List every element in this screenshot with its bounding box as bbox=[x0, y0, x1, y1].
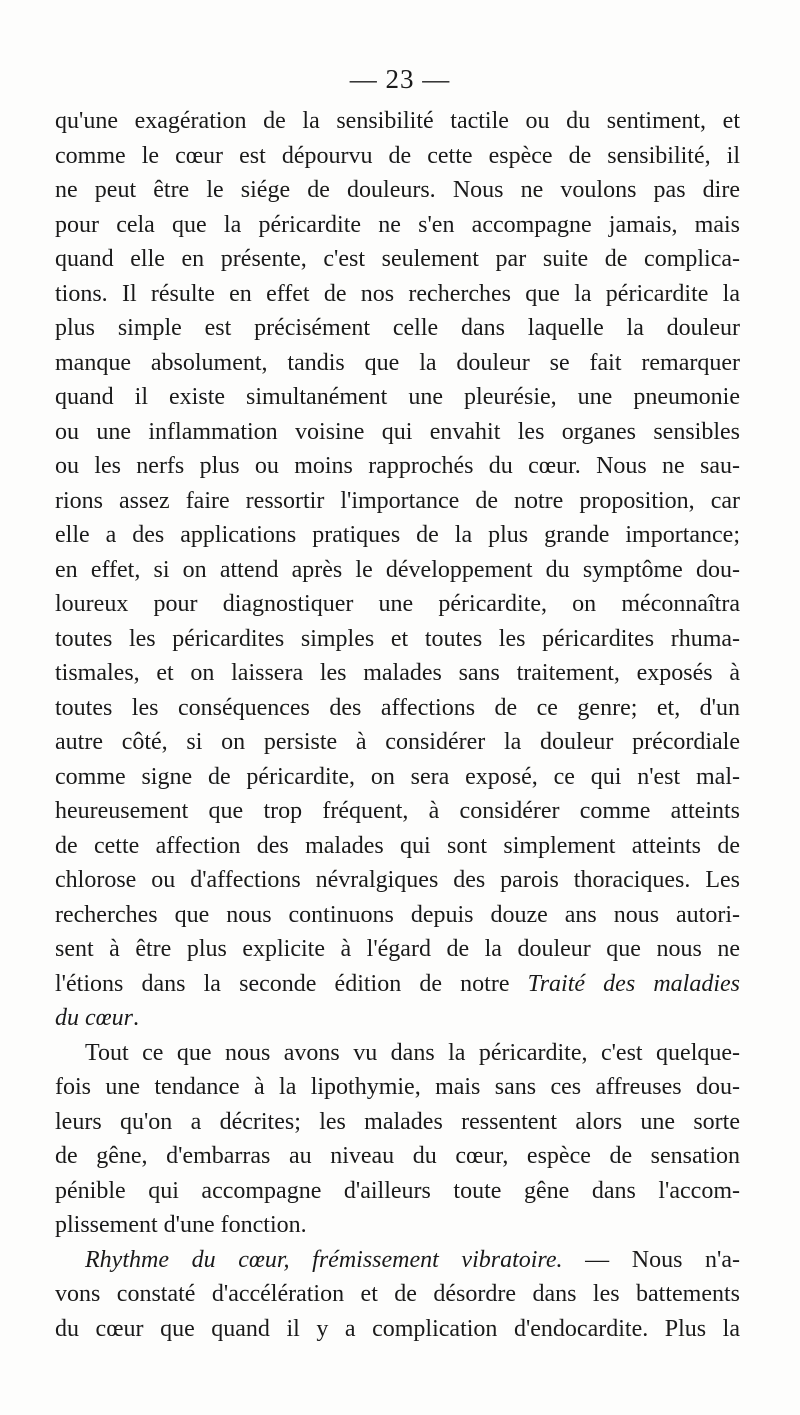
text-line: chlorose ou d'affections névralgiques des parois thoraciques. Les bbox=[55, 867, 740, 893]
text-line: rions assez faire ressortir l'importance de notre proposition, car bbox=[55, 487, 740, 514]
text-line: du cœur que quand il y a complication d'endocardite. Plus la bbox=[55, 1315, 740, 1342]
text-line: quand elle en présente, c'est seulement par suite de complica- bbox=[55, 246, 740, 272]
section-heading: Rhythme du cœur, frémissement vibratoire. bbox=[85, 1246, 563, 1273]
text-line: ne peut être le siége de douleurs. Nous ne voulons pas dire bbox=[55, 177, 740, 203]
text-line: plus simple est précisément celle dans laquelle la douleur bbox=[55, 315, 740, 341]
text-line: tismales, et on laissera les malades sans traitement, exposés à bbox=[55, 660, 740, 686]
body-text bbox=[55, 104, 740, 1346]
text-fragment: l'étions dans la seconde édition de notre bbox=[55, 970, 510, 997]
text-line: autre côté, si on persiste à considérer la douleur précordiale bbox=[55, 729, 740, 755]
paragraph-1 bbox=[55, 104, 740, 1036]
text-line: ou une inflammation voisine qui envahit les organes sensibles bbox=[55, 418, 740, 445]
text-line: comme signe de péricardite, on sera exposé, ce qui n'est mal- bbox=[55, 763, 740, 790]
section-heading-line bbox=[55, 1243, 740, 1278]
text-line: heureusement que trop fréquent, à considérer comme atteints bbox=[55, 798, 740, 824]
text-line: quand il existe simultanément une pleurésie, une pneumonie bbox=[55, 384, 740, 410]
text-line: elle a des applications pratiques de la plus grande importance; bbox=[55, 522, 740, 548]
text-line: ou les nerfs plus ou moins rapprochés du cœur. Nous ne sau- bbox=[55, 453, 740, 479]
page-number: — 23 — bbox=[349, 64, 451, 94]
text-line: recherches que nous continuons depuis douze ans nous autori- bbox=[55, 901, 740, 928]
paragraph-2 bbox=[55, 1036, 740, 1243]
text-line: pour cela que la péricardite ne s'en accompagne jamais, mais bbox=[55, 211, 740, 238]
book-title: Traité des maladies bbox=[527, 970, 740, 997]
text-line: loureux pour diagnostiquer une péricardite, on méconnaîtra bbox=[55, 591, 740, 617]
text-line: pénible qui accompagne d'ailleurs toute gêne dans l'accom- bbox=[55, 1177, 740, 1204]
text-line: de gêne, d'embarras au niveau du cœur, espèce de sensation bbox=[55, 1143, 740, 1169]
text-line: qu'une exagération de la sensibilité tactile ou du sentiment, et bbox=[55, 108, 740, 134]
text-line: de cette affection des malades qui sont simplement atteints de bbox=[55, 832, 740, 859]
text-line: toutes les conséquences des affections de ce genre; et, d'un bbox=[55, 694, 740, 721]
text-line: comme le cœur est dépourvu de cette espèce de sensibilité, il bbox=[55, 142, 740, 169]
text-line: fois une tendance à la lipothymie, mais sans ces affreuses dou- bbox=[55, 1074, 740, 1100]
text-line: sent à être plus explicite à l'égard de la douleur que nous ne bbox=[55, 936, 740, 962]
text-line-title-end bbox=[55, 1001, 740, 1036]
text-line: tions. Il résulte en effet de nos recherches que la péricardite la bbox=[55, 280, 740, 307]
period: . bbox=[133, 1005, 139, 1031]
text-line: leurs qu'on a décrites; les malades ressentent alors une sorte bbox=[55, 1108, 740, 1135]
text-line: vons constaté d'accélération et de désordre dans les battements bbox=[55, 1281, 740, 1307]
text-line: manque absolument, tandis que la douleur se fait remarquer bbox=[55, 349, 740, 376]
paragraph-3 bbox=[55, 1243, 740, 1347]
text-line: en effet, si on attend après le développement du symptôme dou- bbox=[55, 556, 740, 583]
heading-tail: — Nous n'a- bbox=[562, 1246, 740, 1273]
text-line: Tout ce que nous avons vu dans la péricardite, c'est quelque- bbox=[85, 1039, 740, 1066]
text-line: plissement d'une fonction. bbox=[55, 1212, 307, 1238]
text-line: toutes les péricardites simples et toutes les péricardites rhuma- bbox=[55, 625, 740, 652]
text-line-with-title bbox=[55, 967, 740, 1002]
book-title-end: du cœur bbox=[55, 1005, 133, 1031]
